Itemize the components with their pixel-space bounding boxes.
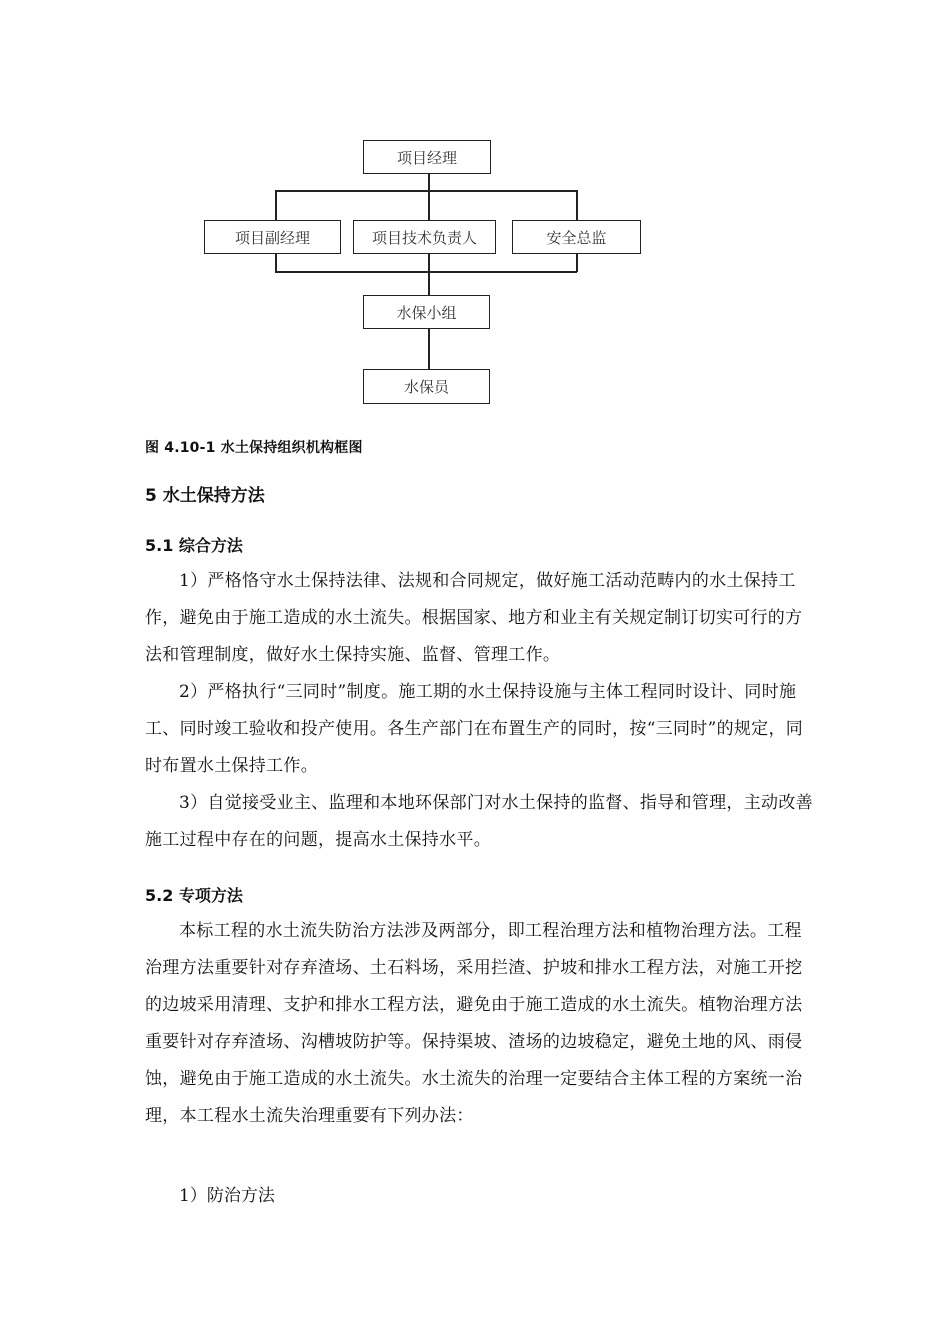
org-box-deputy-manager: 项目副经理 [204,220,341,254]
org-box-project-manager: 项目经理 [363,140,491,174]
connector-line [275,271,577,273]
subsection-heading: 5.2 专项方法 [145,886,243,905]
org-box-safety-director: 安全总监 [512,220,641,254]
subsection-heading: 5.1 综合方法 [145,536,243,555]
connector-line [428,253,430,296]
paragraph: 1）严格恪守水土保持法律、法规和合同规定，做好施工活动范畴内的水土保持工作，避免由于施工造成的水土流失。根据国家、地方和业主有关规定制订切实可行的方法和管理制度，做好水土保持实施、监督、管理工作。 [145,571,803,665]
connector-line [428,190,430,220]
connector-line [428,328,430,370]
org-box-soil-conservation-staff: 水保员 [363,369,490,404]
paragraph: 本标工程的水土流失防治方法涉及两部分，即工程治理方法和植物治理方法。工程治理方法重要针对存弃渣场、土石料场，采用拦渣、护坡和排水工程方法，对施工开挖的边坡采用清理、支护和排水工程方法，避免由于施工造成的水土流失。植物治理方法重要针对存弃渣场、沟槽坡防护等。保持渠坡、渣场的边坡稳定，避免土地的风、雨侵蚀，避免由于施工造成的水土流失。水土流失的治理一定要结合主体工程的方案统一治理，本工程水土流失治理重要有下列办法： [145,921,803,1126]
paragraph: 3）自觉接受业主、监理和本地环保部门对水土保持的监督、指导和管理，主动改善施工过程中存在的问题，提高水土保持水平。 [145,793,813,850]
connector-line [576,253,578,272]
connector-line [576,190,578,220]
connector-line [275,190,577,192]
list-item: 1）防治方法 [179,1186,275,1206]
connector-line [275,190,277,220]
section-heading: 5 水土保持方法 [145,486,265,506]
connector-line [428,173,430,191]
org-box-soil-conservation-team: 水保小组 [363,295,490,329]
org-chart [0,0,950,420]
figure-caption: 图 4.10-1 水土保持组织机构框图 [145,440,363,456]
org-box-technical-lead: 项目技术负责人 [353,220,496,254]
connector-line [275,253,277,272]
paragraph: 2）严格执行“三同时”制度。施工期的水土保持设施与主体工程同时设计、同时施工、同时竣工验收和投产使用。各生产部门在布置生产的同时，按“三同时”的规定，同时布置水土保持工作。 [145,682,804,776]
